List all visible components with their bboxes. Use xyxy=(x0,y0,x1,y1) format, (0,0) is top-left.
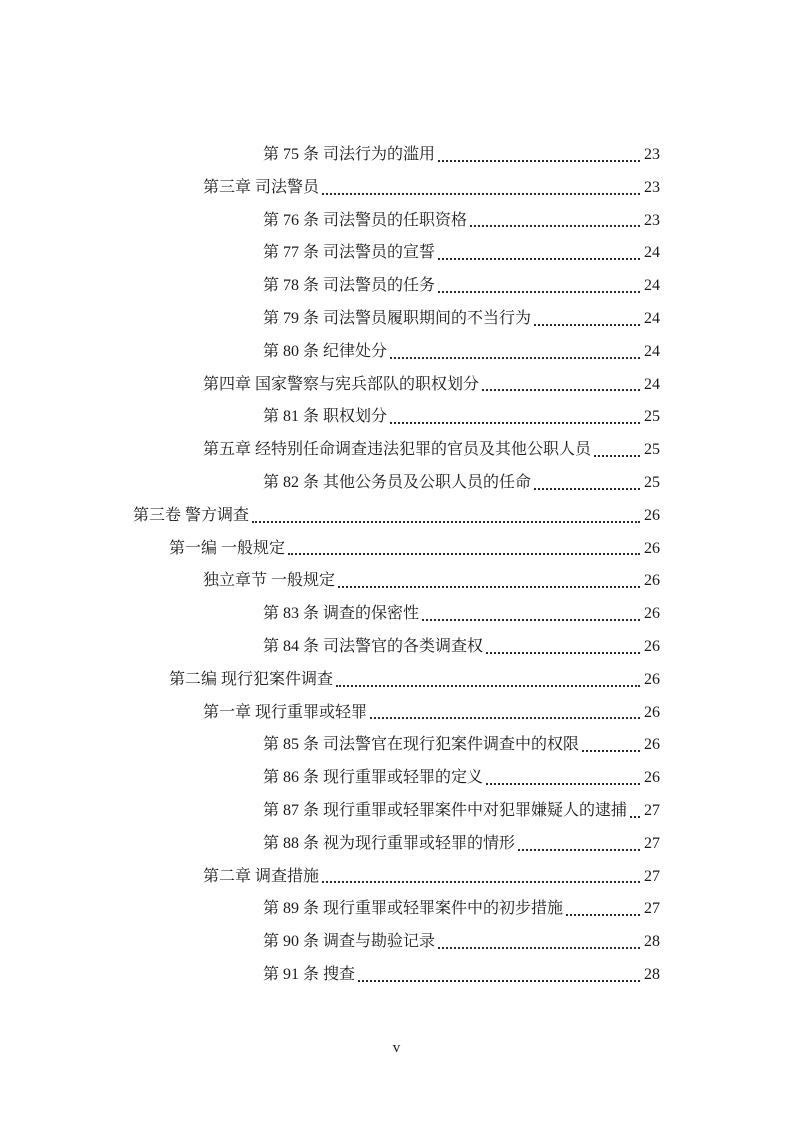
toc-entry-label: 第一章 现行重罪或轻罪 xyxy=(203,703,368,721)
toc-entry-label: 第 80 条 纪律处分 xyxy=(263,342,388,360)
dot-leader xyxy=(534,324,640,326)
dot-leader xyxy=(438,291,640,293)
toc-entry-page: 24 xyxy=(644,309,660,327)
toc-entry xyxy=(133,565,660,598)
toc-entry-label: 第 90 条 调查与勘验记录 xyxy=(263,933,436,951)
dot-leader xyxy=(566,914,640,916)
toc-entry-page: 28 xyxy=(644,965,660,983)
toc-entry xyxy=(133,139,660,172)
toc-entry xyxy=(133,467,660,500)
dot-leader xyxy=(594,455,640,457)
toc-entry-page: 26 xyxy=(644,572,660,590)
toc-entry xyxy=(133,172,660,205)
toc-entry xyxy=(133,664,660,697)
toc-entry-label: 第 78 条 司法警员的任务 xyxy=(263,277,436,295)
dot-leader xyxy=(518,849,640,851)
toc-entry-page: 26 xyxy=(644,703,660,721)
toc-entry-label: 第 88 条 视为现行重罪或轻罪的情形 xyxy=(263,834,516,852)
dot-leader xyxy=(486,783,640,785)
toc-entry-page: 24 xyxy=(644,244,660,262)
toc-entry-page: 24 xyxy=(644,277,660,295)
toc-entry-page: 26 xyxy=(644,736,660,754)
toc-entry xyxy=(133,631,660,664)
toc-entry xyxy=(133,893,660,926)
toc-entry xyxy=(133,369,660,402)
toc-entry-page: 23 xyxy=(644,146,660,163)
dot-leader xyxy=(336,685,640,687)
dot-leader xyxy=(322,193,640,195)
toc-entry-page: 26 xyxy=(644,637,660,655)
dot-leader xyxy=(482,389,640,391)
toc-entry-label: 第四章 国家警察与宪兵部队的职权划分 xyxy=(203,375,480,393)
toc-entry-page: 28 xyxy=(644,933,660,951)
toc-entry-page: 27 xyxy=(644,867,660,885)
toc-entry-label: 第 83 条 调查的保密性 xyxy=(263,605,420,623)
toc-entry-label: 第 75 条 司法行为的滥用 xyxy=(263,146,436,163)
toc-entry-page: 24 xyxy=(644,375,660,393)
dot-leader xyxy=(438,947,640,949)
toc-entry xyxy=(133,828,660,861)
toc-entry xyxy=(133,861,660,894)
toc-entry-label: 第 91 条 搜查 xyxy=(263,965,356,983)
toc-entry xyxy=(133,434,660,467)
toc-entry xyxy=(133,533,660,566)
toc-entry-label: 第三章 司法警员 xyxy=(203,178,320,196)
toc-entry-page: 26 xyxy=(644,670,660,688)
toc-entry-label: 第 81 条 职权划分 xyxy=(263,408,388,426)
dot-leader xyxy=(338,586,640,588)
page-number: v xyxy=(392,1040,401,1056)
toc-entry-label: 第 82 条 其他公务员及公职人员的任命 xyxy=(263,473,532,491)
toc-entry-label: 第 84 条 司法警官的各类调查权 xyxy=(263,637,484,655)
dot-leader xyxy=(252,521,640,523)
dot-leader xyxy=(370,717,640,719)
dot-leader xyxy=(630,816,640,818)
toc-entry-page: 26 xyxy=(644,506,660,524)
dot-leader xyxy=(390,422,640,424)
dot-leader xyxy=(322,881,640,883)
toc-entry-page: 23 xyxy=(644,178,660,196)
toc-entry-page: 27 xyxy=(644,900,660,918)
toc-entry-label: 第二章 调查措施 xyxy=(203,867,320,885)
dot-leader xyxy=(534,488,640,490)
toc-entry-label: 第五章 经特别任命调查违法犯罪的官员及其他公职人员 xyxy=(203,441,592,459)
toc-entry xyxy=(133,237,660,270)
toc-entry-page: 26 xyxy=(644,769,660,787)
dot-leader xyxy=(422,619,640,621)
dot-leader xyxy=(390,357,640,359)
toc-entry-label: 第二编 现行犯案件调查 xyxy=(169,670,334,688)
toc-entry xyxy=(133,303,660,336)
toc-entry-label: 独立章节 一般规定 xyxy=(203,572,336,590)
toc-entry-page: 26 xyxy=(644,539,660,557)
toc-entry-page: 27 xyxy=(644,834,660,852)
page-number-footer xyxy=(133,1033,660,1063)
toc-entry xyxy=(133,336,660,369)
toc-entry xyxy=(133,762,660,795)
toc-entry xyxy=(133,926,660,959)
dot-leader xyxy=(358,980,640,982)
toc-entry xyxy=(133,500,660,533)
toc-entry-page: 26 xyxy=(644,605,660,623)
table-of-contents xyxy=(133,139,660,992)
toc-entry-page: 25 xyxy=(644,473,660,491)
toc-entry xyxy=(133,959,660,992)
toc-entry xyxy=(133,401,660,434)
toc-entry xyxy=(133,270,660,303)
toc-entry-page: 25 xyxy=(644,408,660,426)
toc-entry-page: 27 xyxy=(644,801,660,819)
toc-entry xyxy=(133,795,660,828)
toc-entry-label: 第 89 条 现行重罪或轻罪案件中的初步措施 xyxy=(263,900,564,918)
toc-entry-page: 23 xyxy=(644,211,660,229)
toc-entry-page: 25 xyxy=(644,441,660,459)
toc-entry-label: 第三卷 警方调查 xyxy=(133,506,250,524)
dot-leader xyxy=(470,225,640,227)
dot-leader xyxy=(582,750,640,752)
dot-leader xyxy=(288,553,640,555)
toc-entry xyxy=(133,729,660,762)
toc-entry-label: 第 77 条 司法警员的宣誓 xyxy=(263,244,436,262)
toc-entry-label: 第 85 条 司法警官在现行犯案件调查中的权限 xyxy=(263,736,580,754)
toc-entry-label: 第 76 条 司法警员的任职资格 xyxy=(263,211,468,229)
dot-leader xyxy=(486,652,640,654)
toc-entry xyxy=(133,205,660,238)
toc-entry-page: 24 xyxy=(644,342,660,360)
toc-entry-label: 第一编 一般规定 xyxy=(169,539,286,557)
toc-entry-label: 第 79 条 司法警员履职期间的不当行为 xyxy=(263,309,532,327)
toc-entry xyxy=(133,697,660,730)
toc-entry xyxy=(133,598,660,631)
dot-leader xyxy=(438,258,640,260)
toc-entry-label: 第 86 条 现行重罪或轻罪的定义 xyxy=(263,769,484,787)
toc-entry-label: 第 87 条 现行重罪或轻罪案件中对犯罪嫌疑人的逮捕 xyxy=(263,801,628,819)
dot-leader xyxy=(438,160,640,162)
